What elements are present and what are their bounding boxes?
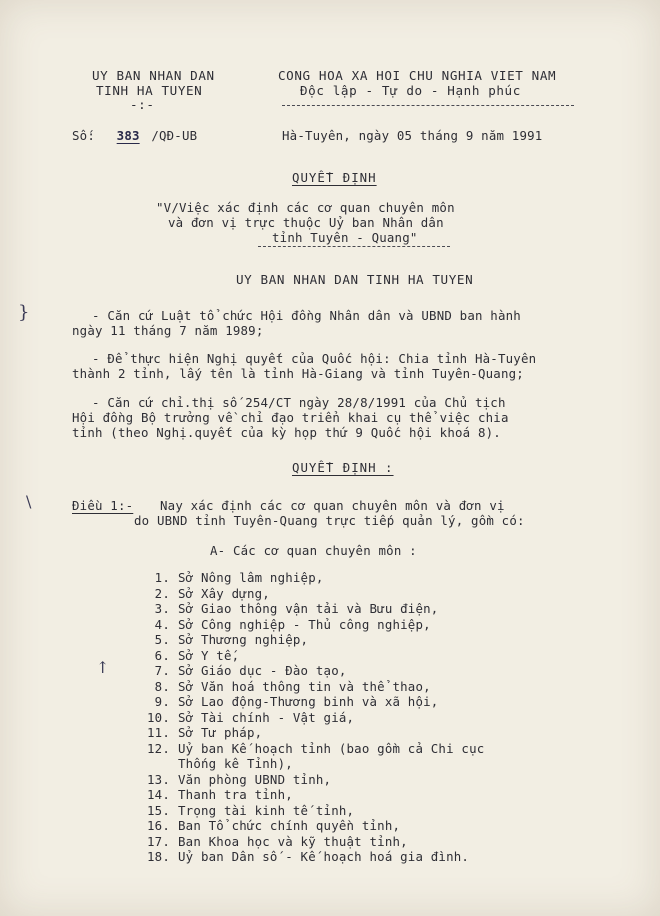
reference-number [72,128,197,144]
list-item: 15. Trọng tài kinh tế tỉnh, [147,802,355,818]
subject-divider [258,246,450,247]
list-item: 4. Sở Công nghiệp - Thủ công nghiệp, [154,616,431,632]
list-item: 14. Thanh tra tỉnh, [147,787,293,802]
subject-line2: và đơn vị trực thuộc Uỷ ban Nhân dân [168,215,444,230]
list-item: 17. Ban Khoa học và kỹ thuật tỉnh, [147,833,408,849]
list-item: 3. Sở Giao thông vận tải và Bưu điện, [154,601,439,616]
document-title: QUYẾT ĐỊNH [292,170,377,185]
preamble-1-line1: - Căn cứ Luật tổ chức Hội đồng Nhân dân và UBND ban hành [92,308,521,323]
margin-tick-mark: ↑ [96,658,110,677]
list-item: 12. Uỷ ban Kế hoạch tỉnh (bao gồm cả Chi cục [147,740,485,756]
article-1-line2: do UBND tỉnh Tuyên-Quang trực tiếp quản lý, gồm có: [134,513,525,528]
preamble-2-line1: - Để thực hiện Nghị quyết của Quốc hội: Chia tỉnh Hà-Tuyên [92,351,537,366]
preamble-3-line2: Hội đồng Bộ trưởng về chỉ đạo triển khai cụ thể việc chia [72,410,509,425]
preamble-1-line2: ngày 11 tháng 7 năm 1989; [72,323,264,338]
motto-divider [282,105,574,106]
list-item: 16. Ban Tổ chức chính quyền tỉnh, [147,818,401,833]
subject-line3: tỉnh Tuyên - Quang" [272,230,418,245]
decision-heading: QUYẾT ĐỊNH : [292,460,394,475]
section-a-heading: A- Các cơ quan chuyên môn : [210,543,417,558]
article-1-line1: Nay xác định các cơ quan chuyên môn và đơn vị [160,498,505,513]
list-item: 8. Sở Văn hoá thông tin và thể thao, [154,678,431,694]
preamble-3-line3: tỉnh (theo Nghị.quyết của kỳ họp thứ 9 Quốc hội khoá 8). [72,425,501,440]
list-item: Thống kê Tỉnh), [178,756,293,771]
list-item: 2. Sở Xây dựng, [154,585,270,601]
national-motto: Độc lập - Tự do - Hạnh phúc [300,83,521,98]
list-item: 10. Sở Tài chính - Vật giá, [147,709,355,725]
reference-value: 383 [116,128,140,143]
preamble-3-line1: - Căn cứ chỉ.thị số 254/CT ngày 28/8/1991 của Chủ tịch [92,395,506,410]
issuer-line2: TINH HA TUYEN [96,83,203,98]
list-item: 6. Sở Y tế, [154,647,240,663]
reference-prefix: Số: [72,128,95,143]
issuer-line1: UY BAN NHAN DAN [92,68,215,83]
list-item: 11. Sở Tư pháp, [147,725,263,740]
preamble-2-line2: thành 2 tỉnh, lấy tên là tỉnh Hà-Giang và tỉnh Tuyên-Quang; [72,366,524,381]
reference-suffix: /QĐ-UB [151,128,198,143]
margin-bracket-mark: } [18,302,30,323]
list-item: 1. Sở Nông lâm nghiệp, [154,570,324,585]
list-item: 18. Uỷ ban Dân số - Kế hoạch hoá gia đình. [147,849,470,864]
issuer-separator: -:- [130,97,155,112]
list-item: 5. Sở Thương nghiệp, [154,632,309,647]
list-item: 13. Văn phòng UBND tỉnh, [147,771,332,787]
place-date: Hà-Tuyên, ngày 05 tháng 9 năm 1991 [282,128,543,143]
subject-line1: "V/Việc xác định các cơ quan chuyên môn [156,200,455,215]
list-item: 7. Sở Giáo dục - Đào tạo, [154,663,347,678]
article-1-label: Điều 1:- [72,498,134,513]
list-item: 9. Sở Lao động-Thương binh và xã hội, [154,694,439,709]
national-title: CONG HOA XA HOI CHU NGHIA VIET NAM [278,68,557,83]
issuing-authority: UY BAN NHAN DAN TINH HA TUYEN [236,272,474,287]
margin-tick-mark: \ [26,492,32,511]
